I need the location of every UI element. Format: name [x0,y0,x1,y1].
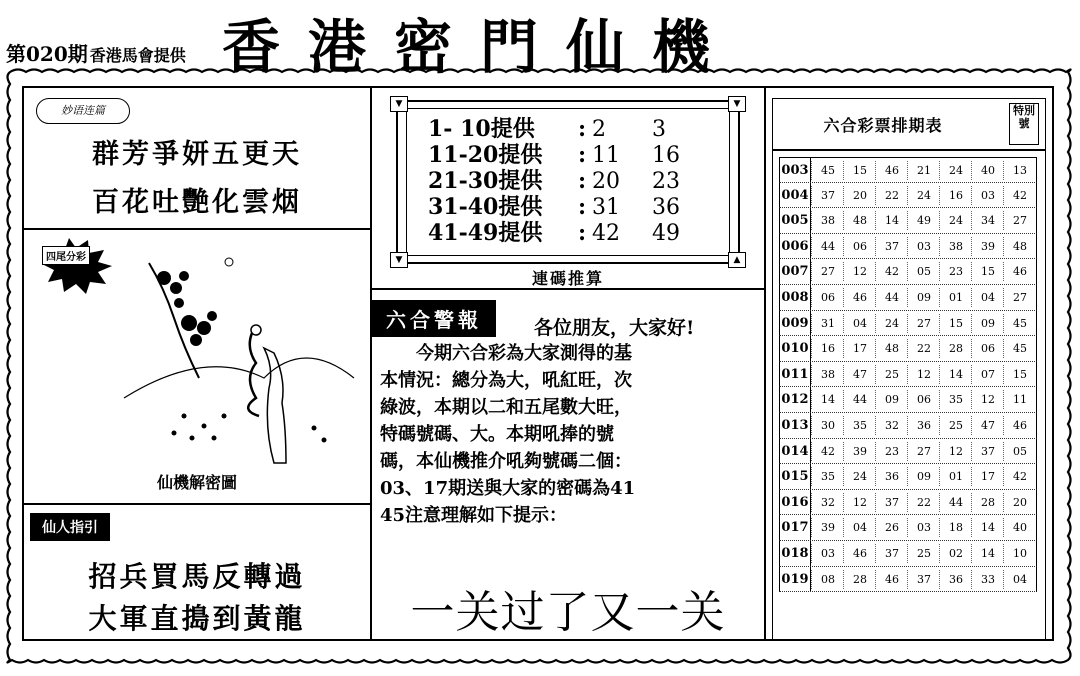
draw-number-cell: 24 [844,464,876,489]
period-number: 013 [780,413,811,438]
period-number: 015 [780,464,811,489]
table-row [779,311,1037,337]
draw-number-cell: 06 [908,387,940,412]
draw-number-cell: 12 [908,362,940,387]
draw-number-cell: 01 [940,285,972,310]
draw-number-cell: 03 [972,183,1004,208]
draw-number-cell: 33 [972,567,1004,592]
page-title: 香港密門仙機 [222,13,739,81]
period-number: 010 [780,336,811,361]
body-line: 45注意理解如下提示： [380,505,568,526]
draw-number-cell: 27 [908,439,940,464]
draw-number-cell: 12 [844,259,876,284]
draw-number-cell: 37 [876,490,908,515]
draw-number-cell: 17 [972,464,1004,489]
draw-number-cell: 05 [908,259,940,284]
period-number: 006 [780,234,811,259]
greeting-text: 各位朋友，大家好! [534,317,695,339]
draw-number-cell: 25 [876,362,908,387]
period-number: 008 [780,285,811,310]
period-number: 019 [780,567,811,592]
draw-number-cell: 47 [844,362,876,387]
table-row [779,208,1037,234]
draw-number-cell: 44 [812,234,844,259]
period-number: 016 [780,490,811,515]
draw-number-cell: 44 [940,490,972,515]
draw-number-cell: 37 [972,439,1004,464]
draw-number-cell: 34 [972,208,1004,233]
body-text [380,340,758,529]
burst-label: 四尾分彩 [42,246,90,265]
draw-number-cell: 09 [908,285,940,310]
provider-label: 香港馬會提供 [89,46,186,65]
provide-row [428,216,692,247]
provide-number-b: 49 [652,221,680,246]
body-line: 碼，本仙機推介吼夠號碼二個： [380,451,632,472]
corner-ornament-icon: ▼ [728,96,746,112]
provide-colon: : [578,142,587,168]
draw-number-cell: 05 [1004,439,1036,464]
draw-number-cell: 14 [812,387,844,412]
draw-number-cell: 04 [1004,567,1036,592]
draw-number-cell: 37 [812,183,844,208]
draw-number-cell: 12 [940,439,972,464]
draw-number-cell: 03 [908,515,940,540]
draw-number-cell: 47 [972,413,1004,438]
draw-number-cell: 22 [908,490,940,515]
draw-number-cell: 14 [972,541,1004,566]
warning-badge: 六合警報 [372,300,496,337]
draw-number-cell: 46 [876,158,908,182]
provide-number-b: 36 [652,195,680,220]
corner-ornament-icon: ▲ [728,252,746,268]
table-row [779,464,1037,490]
draw-number-cell: 39 [972,234,1004,259]
provide-number-a: 42 [592,221,620,246]
draw-number-cell: 40 [1004,515,1036,540]
table-row [779,541,1037,567]
draw-number-cell: 49 [908,208,940,233]
draw-number-cell: 42 [1004,183,1036,208]
draw-number-cell: 37 [876,234,908,259]
issue-label: 第020期 [6,42,88,66]
table-row [779,234,1037,260]
illustration-section [24,228,370,505]
poem-line: 群芳爭妍五更天 [92,139,302,170]
draw-number-cell: 10 [1004,541,1036,566]
corner-ornament-icon: ▼ [390,96,408,112]
draw-number-cell: 06 [844,234,876,259]
period-number: 017 [780,515,811,540]
draw-number-cell: 36 [940,567,972,592]
middle-panel [372,86,764,641]
table-row [779,439,1037,465]
draw-number-cell: 06 [972,336,1004,361]
draw-number-cell: 23 [876,439,908,464]
body-line: 綠波，本期以二和五尾數大旺， [380,397,632,418]
provide-range: 41-49提供 [428,220,543,246]
draw-number-cell: 26 [876,515,908,540]
provide-range: 11-20提供 [428,142,543,168]
draw-number-cell: 46 [844,541,876,566]
period-number: 007 [780,259,811,284]
schedule-header [773,99,1045,151]
draw-number-cell: 15 [940,311,972,336]
draw-number-cell: 35 [844,413,876,438]
period-number: 011 [780,362,811,387]
draw-number-cell: 24 [940,158,972,182]
draw-number-cell: 48 [1004,234,1036,259]
table-row [779,567,1037,593]
draw-number-cell: 13 [1004,158,1036,182]
period-number: 005 [780,208,811,233]
schedule-table [772,98,1046,640]
provide-colon: : [578,116,587,142]
draw-number-cell: 24 [908,183,940,208]
draw-number-cell: 16 [812,336,844,361]
table-row [779,259,1037,285]
schedule-title: 六合彩票排期表 [823,116,943,135]
draw-number-cell: 15 [844,158,876,182]
draw-number-cell: 42 [876,259,908,284]
period-number: 014 [780,439,811,464]
draw-number-cell: 17 [844,336,876,361]
draw-number-cell: 16 [940,183,972,208]
draw-number-cell: 32 [876,413,908,438]
provide-number-a: 31 [592,195,620,220]
draw-number-cell: 39 [812,515,844,540]
draw-number-cell: 14 [972,515,1004,540]
draw-number-cell: 09 [972,311,1004,336]
table-row [779,336,1037,362]
right-panel [764,86,1054,641]
body-line: 特碼號碼、大。本期吼捧的號 [380,424,614,445]
left-panel [22,86,372,641]
draw-number-cell: 02 [940,541,972,566]
draw-number-cell: 46 [1004,259,1036,284]
draw-number-cell: 03 [908,234,940,259]
table-row [779,183,1037,209]
table-row [779,515,1037,541]
draw-number-cell: 39 [844,439,876,464]
draw-number-cell: 31 [812,311,844,336]
period-number: 012 [780,387,811,412]
draw-number-cell: 46 [1004,413,1036,438]
draw-number-cell: 45 [812,158,844,182]
provide-number-b: 23 [652,169,680,194]
provide-table [396,100,740,264]
tag-pill: 妙语连篇 [36,98,130,124]
draw-number-cell: 21 [908,158,940,182]
draw-number-cell: 37 [876,541,908,566]
draw-number-cell: 12 [844,490,876,515]
divider [372,288,764,290]
provide-colon: : [578,220,587,246]
draw-number-cell: 27 [908,311,940,336]
draw-number-cell: 44 [876,285,908,310]
draw-number-cell: 27 [1004,285,1036,310]
figure-caption: 仙機解密圖 [156,473,237,492]
draw-number-cell: 40 [972,158,1004,182]
draw-number-cell: 46 [876,567,908,592]
provide-number-b: 3 [652,117,666,142]
draw-number-cell: 04 [972,285,1004,310]
draw-number-cell: 15 [972,259,1004,284]
draw-number-cell: 45 [1004,336,1036,361]
provide-range: 1- 10提供 [428,116,535,142]
period-number: 004 [780,183,811,208]
draw-number-cell: 27 [812,259,844,284]
draw-number-cell: 11 [1004,387,1036,412]
section-label: 仙人指引 [30,513,110,541]
draw-number-cell: 09 [876,387,908,412]
schedule-rows [779,157,1037,592]
special-number-mark: 特別號 [1009,103,1039,145]
table-row [779,285,1037,311]
draw-number-cell: 48 [876,336,908,361]
draw-number-cell: 45 [1004,311,1036,336]
draw-number-cell: 38 [812,362,844,387]
table-row [779,387,1037,413]
provide-number-a: 2 [592,117,606,142]
draw-number-cell: 35 [940,387,972,412]
draw-number-cell: 18 [940,515,972,540]
draw-number-cell: 28 [940,336,972,361]
provide-colon: : [578,168,587,194]
draw-number-cell: 20 [844,183,876,208]
provide-number-a: 20 [592,169,620,194]
draw-number-cell: 30 [812,413,844,438]
provide-colon: : [578,194,587,220]
body-line: 本情況：總分為大，吼紅旺，次 [380,370,632,391]
draw-number-cell: 15 [1004,362,1036,387]
provide-number-b: 16 [652,143,680,168]
draw-number-cell: 44 [844,387,876,412]
draw-number-cell: 07 [972,362,1004,387]
draw-number-cell: 06 [812,285,844,310]
draw-number-cell: 24 [940,208,972,233]
draw-number-cell: 03 [812,541,844,566]
draw-number-cell: 48 [844,208,876,233]
draw-number-cell: 22 [876,183,908,208]
draw-number-cell: 42 [812,439,844,464]
period-number: 003 [780,158,811,182]
draw-number-cell: 27 [1004,208,1036,233]
draw-number-cell: 20 [1004,490,1036,515]
draw-number-cell: 25 [908,541,940,566]
body-line: 03、17期送與大家的密碼為41 [380,478,636,499]
draw-number-cell: 28 [844,567,876,592]
table-row [779,157,1037,183]
draw-number-cell: 38 [940,234,972,259]
draw-number-cell: 08 [812,567,844,592]
body-line: 今期六合彩為大家測得的基 [416,343,632,364]
draw-number-cell: 04 [844,311,876,336]
draw-number-cell: 28 [972,490,1004,515]
draw-number-cell: 37 [908,567,940,592]
draw-number-cell: 42 [1004,464,1036,489]
provide-range: 21-30提供 [428,168,543,194]
poem-line: 百花吐艷化雲烟 [92,187,302,218]
draw-number-cell: 09 [908,464,940,489]
draw-number-cell: 22 [908,336,940,361]
poem-line: 大軍直搗到黃龍 [88,602,306,635]
poem-section-bottom [24,503,370,643]
draw-number-cell: 14 [940,362,972,387]
table-row [779,413,1037,439]
corner-ornament-icon: ▼ [390,252,408,268]
period-number: 018 [780,541,811,566]
period-number: 009 [780,311,811,336]
table-row [779,362,1037,388]
draw-number-cell: 25 [940,413,972,438]
draw-number-cell: 23 [940,259,972,284]
draw-number-cell: 24 [876,311,908,336]
draw-number-cell: 32 [812,490,844,515]
draw-number-cell: 36 [876,464,908,489]
draw-number-cell: 04 [844,515,876,540]
draw-number-cell: 12 [972,387,1004,412]
provide-range: 31-40提供 [428,194,543,220]
table-row [779,490,1037,516]
poem-section-top [24,88,370,230]
draw-number-cell: 46 [844,285,876,310]
draw-number-cell: 35 [812,464,844,489]
poem-line: 招兵買馬反轉過 [88,560,306,593]
draw-number-cell: 36 [908,413,940,438]
draw-number-cell: 14 [876,208,908,233]
draw-number-cell: 38 [812,208,844,233]
draw-number-cell: 01 [940,464,972,489]
provide-number-a: 11 [592,143,620,168]
illustration-image [24,228,370,503]
slogan-text: 一关过了又一关 [410,587,726,638]
calc-label: 連碼推算 [531,269,604,288]
